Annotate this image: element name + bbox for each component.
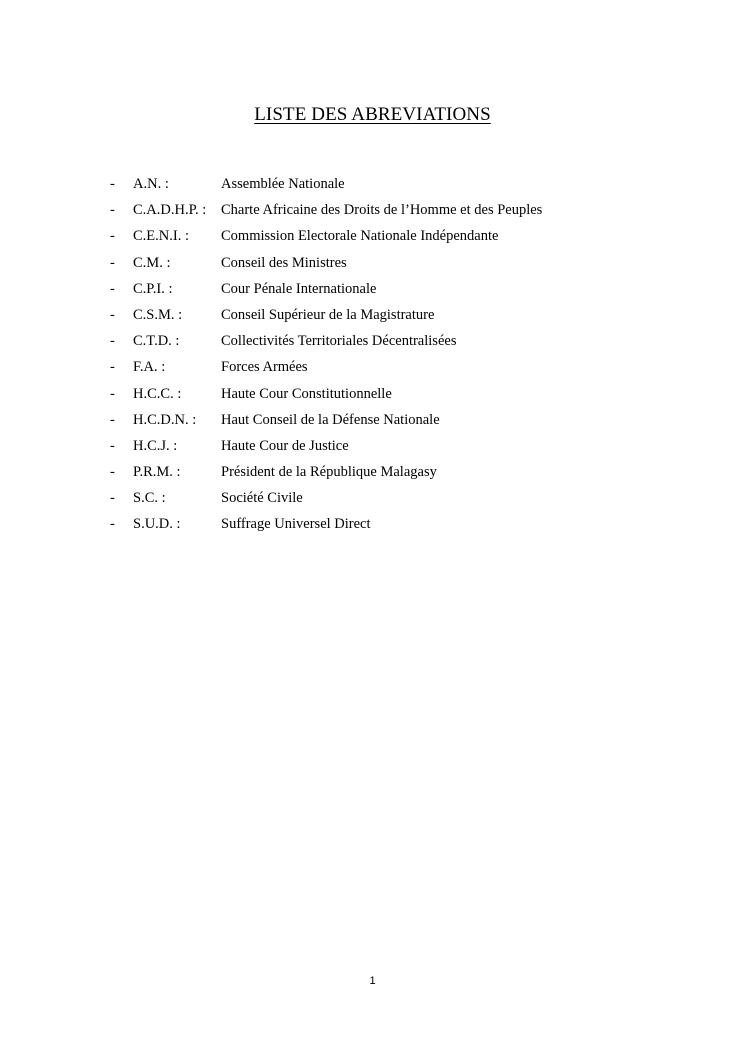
abbreviation-meaning: Collectivités Territoriales Décentralisées (221, 333, 457, 350)
list-item (110, 333, 542, 359)
abbreviation-code: F.A. : (133, 359, 166, 376)
list-bullet: - (110, 254, 115, 271)
abbreviation-code: H.C.C. : (133, 385, 182, 402)
list-item (110, 255, 542, 281)
list-bullet: - (110, 228, 115, 245)
abbreviation-meaning: Commission Electorale Nationale Indépendante (221, 228, 499, 245)
abbreviation-meaning: Société Civile (221, 490, 303, 507)
list-bullet: - (110, 464, 115, 481)
abbreviation-meaning: Haute Cour de Justice (221, 437, 349, 454)
abbreviation-code: C.S.M. : (133, 306, 183, 323)
abbreviation-meaning: Suffrage Universel Direct (221, 516, 371, 533)
abbreviation-code: C.A.D.H.P. : (133, 202, 207, 219)
abbreviation-code: C.M. : (133, 254, 171, 271)
list-item (110, 464, 542, 490)
abbreviation-code: P.R.M. : (133, 464, 181, 481)
list-bullet: - (110, 411, 115, 428)
list-item (110, 307, 542, 333)
list-item (110, 202, 542, 228)
list-bullet: - (110, 516, 115, 533)
abbreviation-code: S.U.D. : (133, 516, 181, 533)
abbreviation-code: A.N. : (133, 176, 169, 192)
list-bullet: - (110, 280, 115, 297)
list-bullet: - (110, 359, 115, 376)
list-item (110, 516, 542, 542)
list-item (110, 176, 542, 202)
abbreviation-meaning: Forces Armées (221, 359, 308, 376)
abbreviation-meaning: Haut Conseil de la Défense Nationale (221, 411, 440, 428)
page-title: LISTE DES ABREVIATIONS (254, 104, 491, 125)
abbreviation-code: H.C.J. : (133, 437, 178, 454)
abbreviation-meaning: Charte Africaine des Droits de l’Homme et des Peuples (221, 202, 543, 219)
list-bullet: - (110, 176, 115, 192)
abbreviation-meaning: Conseil Supérieur de la Magistrature (221, 306, 435, 323)
list-bullet: - (110, 385, 115, 402)
abbreviation-meaning: Conseil des Ministres (221, 254, 347, 271)
list-item (110, 412, 542, 438)
abbreviation-code: C.E.N.I. : (133, 228, 189, 245)
abbreviation-code: C.P.I. : (133, 280, 173, 297)
abbreviation-meaning: Président de la République Malagasy (221, 464, 437, 481)
list-bullet: - (110, 202, 115, 219)
list-item (110, 359, 542, 385)
list-bullet: - (110, 490, 115, 507)
abbreviation-code: C.T.D. : (133, 333, 180, 350)
list-item (110, 228, 542, 254)
abbreviation-code: H.C.D.N. : (133, 411, 197, 428)
page-number: 1 (369, 975, 376, 987)
abbreviation-meaning: Cour Pénale Internationale (221, 280, 377, 297)
abbreviation-list (110, 176, 542, 543)
abbreviation-meaning: Assemblée Nationale (221, 176, 345, 192)
list-bullet: - (110, 333, 115, 350)
abbreviation-meaning: Haute Cour Constitutionnelle (221, 385, 392, 402)
abbreviation-code: S.C. : (133, 490, 166, 507)
list-item (110, 490, 542, 516)
list-item (110, 386, 542, 412)
list-bullet: - (110, 437, 115, 454)
list-item (110, 281, 542, 307)
list-item (110, 438, 542, 464)
list-bullet: - (110, 306, 115, 323)
